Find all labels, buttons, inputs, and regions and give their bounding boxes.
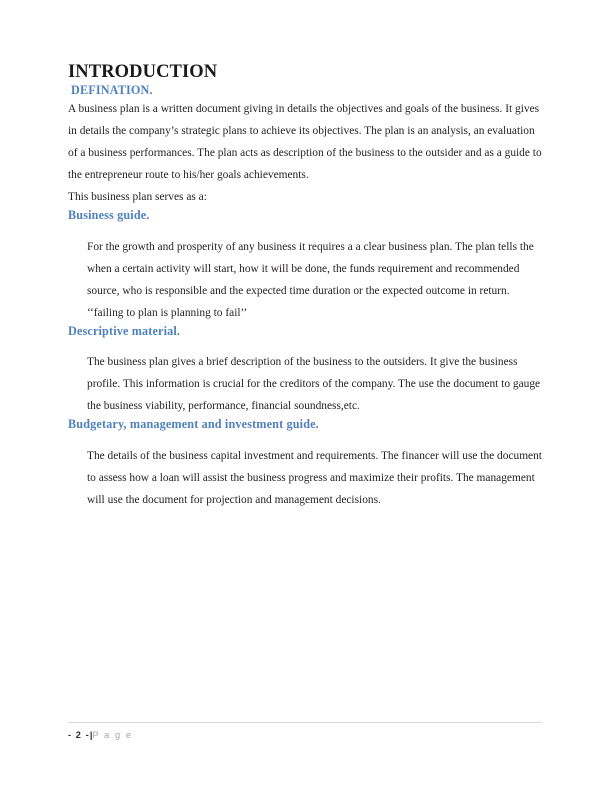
document-body — [68, 62, 542, 511]
paragraph-budgetary-guide: The details of the business capital investment and requirements. The financer will use the document to assess how a loan will assist the business progress and maximize their profits. The management will use the document for projection and management decisions. — [87, 449, 542, 506]
footer-divider — [68, 722, 542, 723]
footer-page-label: P a g e — [92, 730, 133, 740]
footer-separator: | — [89, 730, 93, 740]
footer-content — [68, 730, 542, 740]
paragraph-lead-in: This business plan serves as a: — [68, 190, 207, 203]
footer-page-number: - 2 - — [68, 730, 90, 740]
paragraph-business-guide: For the growth and prosperity of any business it requires a a clear business plan. The plan tells the when a certain activity will start, how it will be done, the funds requirement and recommended source, who is responsible and the expected time duration or the expected outcome in return. ‘‘failing to plan is planning to fail’’ — [87, 240, 534, 319]
page-footer — [68, 722, 542, 740]
paragraph-descriptive-material: The business plan gives a brief description of the business to the outsiders. It give the business profile. This information is crucial for the creditors of the company. The use the document to gauge the business viability, performance, financial soundness,etc. — [87, 356, 541, 413]
section-heading-budgetary-guide: Budgetary, management and investment guide. — [68, 417, 319, 432]
section-heading-defination: DEFINATION. — [71, 83, 153, 98]
page-title: INTRODUCTION — [68, 62, 218, 82]
section-heading-business-guide: Business guide. — [68, 207, 150, 222]
paragraph-definition: A business plan is a written document giving in details the objectives and goals of the business. It gives in details the company’s strategic plans to achieve its objectives. The plan is an analysis, an evaluation of a business performances. The plan acts as description of the business to the outsider and as a guide to the entrepreneur route to his/her goals achievements. — [68, 102, 542, 181]
section-heading-descriptive-material: Descriptive material. — [68, 323, 181, 338]
